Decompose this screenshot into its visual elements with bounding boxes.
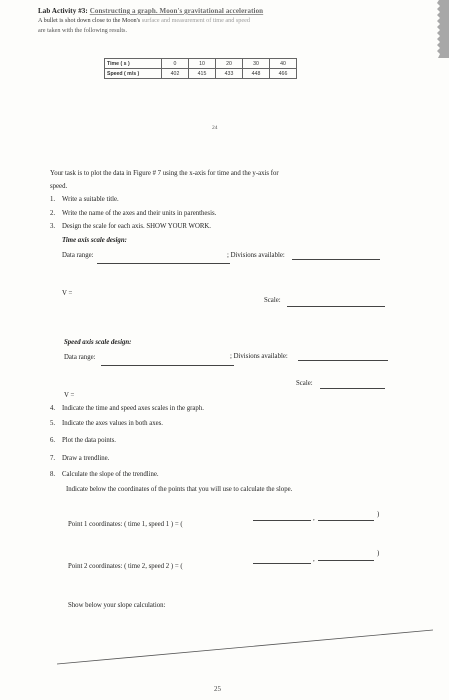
speed-v-label: V = <box>64 392 75 399</box>
slope-answer-line[interactable] <box>55 628 435 668</box>
intro-line-1a: A bullet is shot down close to the Moon's <box>38 17 141 24</box>
speed-cell: 448 <box>243 69 270 79</box>
speed-cell: 402 <box>162 69 189 79</box>
speed-cell: 433 <box>216 69 243 79</box>
intro-line-1b: surface and measurement of time and speed <box>141 17 250 24</box>
time-cell: 10 <box>189 59 216 69</box>
point-1-close: ) <box>377 511 380 518</box>
speed-scale-field[interactable] <box>320 388 385 389</box>
time-cell: 40 <box>270 59 297 69</box>
point-1-time-field[interactable] <box>253 520 311 521</box>
point-1-label: Point 1 coordinates: ( time 1, speed 1 ) = ( <box>68 521 183 528</box>
step-2: 2. Write the name of the axes and their units in parenthesis. <box>50 210 217 217</box>
step-8: 8. Calculate the slope of the trendline. <box>50 471 159 478</box>
task-line-1: Your task is to plot the data in Figure # 7 using the x-axis for time and the y-axis for <box>50 170 279 177</box>
speed-range-label: Data range: <box>64 354 96 361</box>
page-number-bottom: 25 <box>214 685 221 693</box>
time-range-field[interactable] <box>97 263 230 264</box>
step-6: 6. Plot the data points. <box>50 437 116 444</box>
time-cell: 0 <box>162 59 189 69</box>
speed-divisions-field[interactable] <box>298 360 388 361</box>
speed-header: Speed ( m/s ) <box>105 69 162 79</box>
time-divisions-field[interactable] <box>292 259 380 260</box>
point-2-speed-field[interactable] <box>318 560 374 561</box>
speed-scale-label: Scale: <box>296 380 313 387</box>
table-row-speed <box>105 69 297 79</box>
time-scale-field[interactable] <box>287 306 385 307</box>
title-label: Lab Activity #3: <box>38 7 88 15</box>
time-divisions-label: ; Divisions available: <box>227 252 285 259</box>
slope-label: Show below your slope calculation: <box>68 602 166 609</box>
intro-line-2: are taken with the following results. <box>38 27 128 34</box>
step-1: 1. Write a suitable title. <box>50 196 119 203</box>
data-table <box>104 58 297 79</box>
time-v-label: V = <box>62 290 73 297</box>
point-1-speed-field[interactable] <box>318 520 374 521</box>
time-header: Time ( s ) <box>105 59 162 69</box>
speed-scale-heading: Speed axis scale design: <box>64 339 132 346</box>
step-4: 4. Indicate the time and speed axes scales in the graph. <box>50 405 204 412</box>
step-3: 3. Design the scale for each axis. SHOW YOUR WORK. <box>50 223 211 230</box>
step-5: 5. Indicate the axes values in both axes. <box>50 420 163 427</box>
speed-divisions-label: ; Divisions available: <box>230 353 288 360</box>
activity-title <box>38 7 263 15</box>
time-scale-heading: Time axis scale design: <box>62 237 127 244</box>
title-rest: Constructing a graph. Moon's gravitational acceleration <box>89 7 264 15</box>
time-cell: 30 <box>243 59 270 69</box>
table-row-time <box>105 59 297 69</box>
speed-cell: 466 <box>270 69 297 79</box>
speed-cell: 415 <box>189 69 216 79</box>
step-7: 7. Draw a trendline. <box>50 455 110 462</box>
point-2-comma: , <box>313 556 315 563</box>
point-2-close: ) <box>377 550 380 557</box>
speed-range-field[interactable] <box>101 365 234 366</box>
point-2-label: Point 2 coordinates: ( time 2, speed 2 ) = ( <box>68 563 183 570</box>
point-1-comma: , <box>313 515 315 522</box>
task-line-2: speed. <box>50 183 68 190</box>
time-scale-label: Scale: <box>264 297 281 304</box>
time-range-label: Data range: <box>62 252 94 259</box>
page-number-top: 24 <box>212 125 218 131</box>
intro-line-1 <box>38 17 250 24</box>
point-2-time-field[interactable] <box>253 563 311 564</box>
time-cell: 20 <box>216 59 243 69</box>
coords-instruction: Indicate below the coordinates of the points that you will use to calculate the slope. <box>66 486 293 493</box>
torn-edge <box>435 0 449 58</box>
